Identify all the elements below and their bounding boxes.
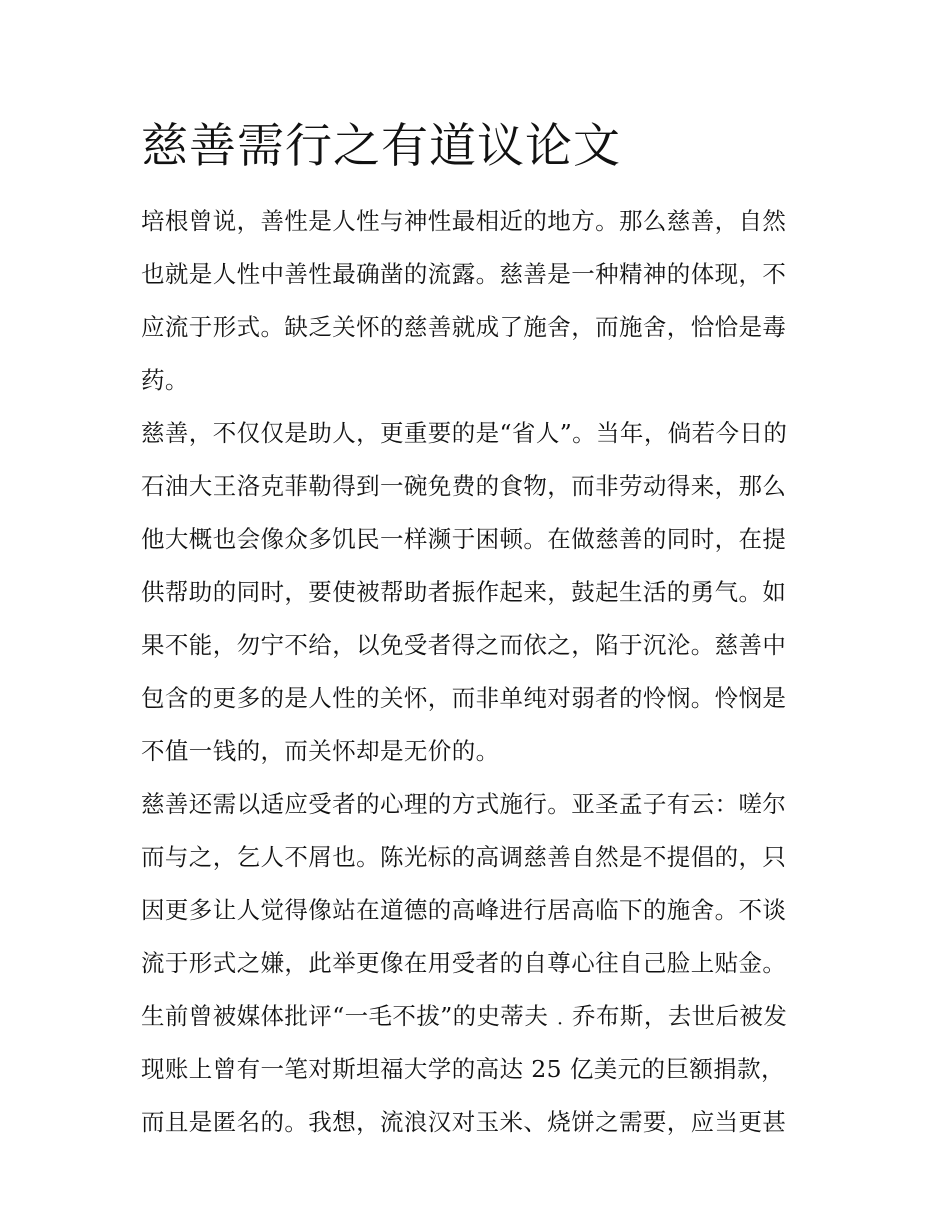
text-line: 不值一钱的，而关怀却是无价的。 [141, 737, 500, 765]
text-line: 石油大王洛克菲勒得到一碗免费的食物，而非劳动得来，那么 [141, 472, 787, 500]
text-line: 果不能，勿宁不给，以免受者得之而依之，陷于沉沦。慈善中 [141, 631, 787, 659]
text-line: 而与之，乞人不屑也。陈光标的高调慈善自然是不提倡的，只 [141, 843, 787, 871]
text-line: 慈善，不仅仅是助人，更重要的是“省人”。当年，倘若今日的 [141, 419, 788, 447]
text-line: 慈善还需以适应受者的心理的方式施行。亚圣孟子有云：嗟尔 [141, 790, 787, 818]
document-title: 慈善需行之有道议论文 [141, 119, 621, 174]
text-line: 培根曾说，善性是人性与神性最相近的地方。那么慈善，自然 [141, 207, 787, 235]
text-line: 也就是人性中善性最确凿的流露。慈善是一种精神的体现，不 [141, 260, 787, 288]
text-line: 生前曾被媒体批评“一毛不拔”的史蒂夫﹒乔布斯，去世后被发 [141, 1002, 788, 1030]
text-line: 因更多让人觉得像站在道德的高峰进行居高临下的施舍。不谈 [141, 896, 787, 924]
text-line: 流于形式之嫌，此举更像在用受者的自尊心往自己脸上贴金。 [141, 949, 787, 977]
text-line: 应流于形式。缺乏关怀的慈善就成了施舍，而施舍，恰恰是毒 [141, 313, 787, 341]
document-body [141, 195, 813, 1149]
text-line: 药。 [141, 366, 189, 394]
text-line: 现账上曾有一笔对斯坦福大学的高达 25 亿美元的巨额捐款， [141, 1055, 785, 1083]
text-line: 供帮助的同时，要使被帮助者振作起来，鼓起生活的勇气。如 [141, 578, 787, 606]
text-line: 他大概也会像众多饥民一样濒于困顿。在做慈善的同时，在提 [141, 525, 787, 553]
text-line: 包含的更多的是人性的关怀，而非单纯对弱者的怜悯。怜悯是 [141, 684, 787, 712]
text-line: 而且是匿名的。我想，流浪汉对玉米、烧饼之需要，应当更甚 [141, 1108, 787, 1136]
